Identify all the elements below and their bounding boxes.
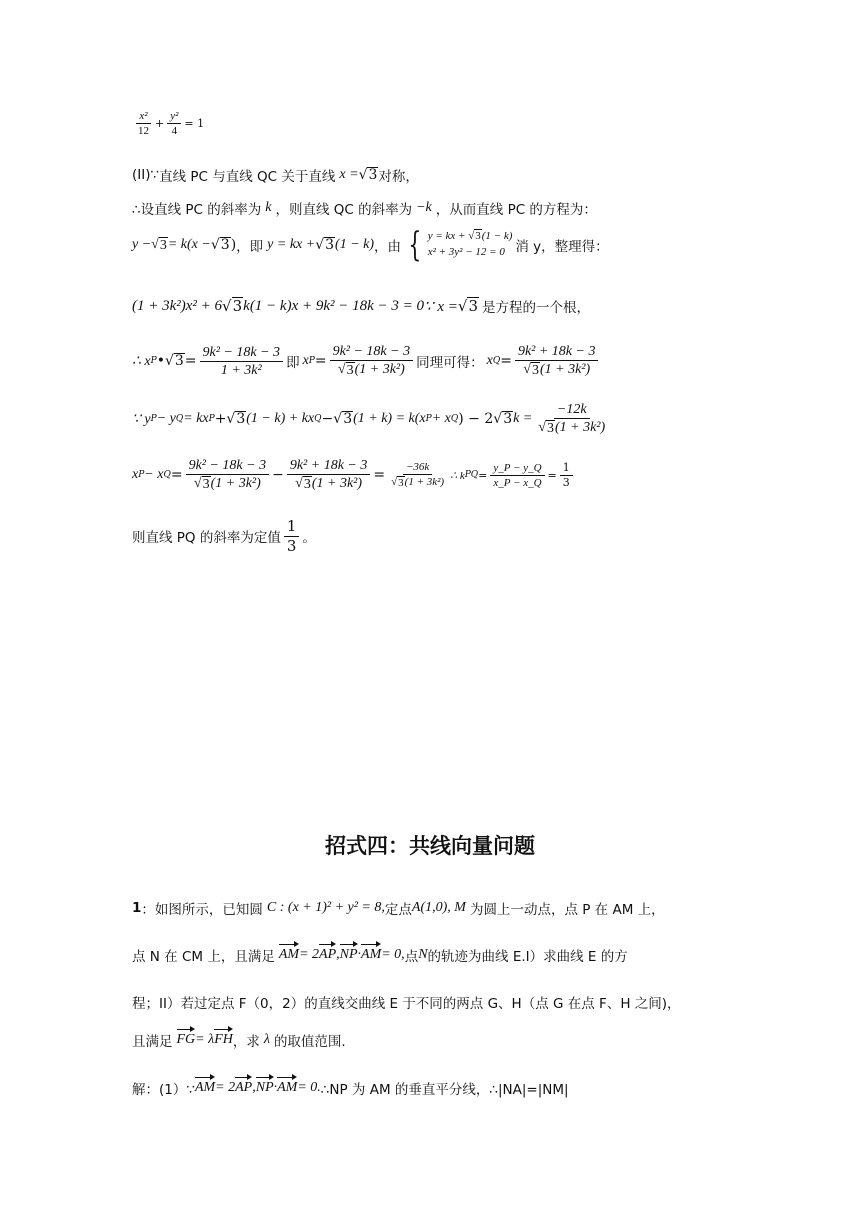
vector-ap: AP [319, 947, 337, 962]
problem-line-2: 点 N 在 CM 上，且满足 AM = 2 AP , NP · AM = 0, 点 N 的轨迹为曲线 E.I）求曲线 E 的方 [132, 947, 628, 965]
line-x-difference: x P − x Q = 9k² − 18k − 3 √ 3 (1 + 3k²) − 9k² + 18k − 3 √ 3 (1 + 3k²) = −36k √ 3 (1 + 3k²) ∴ k PQ = $\frac{y\_P - y\_Q}{x\_P - x\_Q}$ = $\frac{1}{3}$ [132, 458, 576, 493]
line-conclusion: 则直线 PQ 的斜率为定值 $\frac{1}{3}$ 。 [132, 517, 316, 555]
vector-am: AM [278, 947, 300, 962]
vector-ap: AP [235, 1080, 253, 1095]
equation-system: { y = kx + √ 3 (1 − k) x² + 3y² − 12 = 0 [408, 225, 513, 265]
vector-am: AM [194, 1080, 216, 1095]
section-title: 招式四：共线向量问题 [325, 834, 535, 858]
left-brace-icon: { [408, 225, 422, 265]
problem-line-1: 1 ：如图所示，已知圆 C : (x + 1)² + y² = 8, 定点 A(1,0), M 为圆上一动点，点 P 在 AM 上， [132, 900, 665, 918]
problem-line-4: 且满足 FG = λ FH ，求 λ 的取值范围. [132, 1032, 346, 1050]
solution-line-1: 解：(1）∵ AM = 2 AP , NP · AM = 0. ∴NP 为 AM 的垂直平分线，∴|NA|=|NM| [132, 1080, 569, 1098]
problem-line-3: 程；II）若过定点 F（0，2）的直线交曲线 E 于不同的两点 G、H（点 G 在点 F、H 之间)， [132, 996, 681, 1012]
line-slope-setup: ∴设直线 PC 的斜率为 k ，则直线 QC 的斜率为 −k ，从而直线 PC 的方程为： [132, 200, 597, 218]
ellipse-equation: $\frac{\text{x²}}{12}$ + $\frac{\text{y²}}{4}$ = 1 [132, 110, 204, 137]
line-quadratic: (1 + 3k²)x² + 6 √ 3 k(1 − k)x + 9k² − 18k − 3 = 0 ∵ x = √ 3 是方程的一个根， [132, 297, 590, 316]
fraction-x-term: $\frac{\text{x²}}{12}$ [138, 110, 149, 138]
sqrt-symbol: √ 3 [358, 166, 378, 183]
vector-fh: FH [214, 1032, 233, 1047]
line-xp: ∴ x P • √ 3 = $\frac{\text{9k² − 18k − 3}}{\text{1 + 3k²}}$ 即 x P = 9k² − 18k − 3 √ 3 (1 + 3k²) 同理可得： x Q = 9k² + 18k − 3 √ 3 (1 + 3k²) [132, 344, 601, 379]
vector-np: NP [339, 947, 358, 962]
vector-np: NP [255, 1080, 274, 1095]
line-equation-system: y − √ 3 = k(x − √ 3 ) ，即 y = kx + √ 3 (1 − k) ，由 { y = kx + √ 3 (1 − k) x² + 3y² − 12 = 0 消 y，整理得： [132, 225, 609, 265]
vector-fg: FG [176, 1032, 196, 1047]
line-y-difference: ∵ y P − y Q = kx P + √ 3 (1 − k) + kx Q − √ 3 (1 + k) = k(x P + x Q ) − 2 √ 3 k = −12k √ 3 (1 + 3k²) [132, 402, 606, 437]
vector-am: AM [277, 1080, 298, 1095]
vector-am: AM [361, 947, 382, 962]
fraction-y-term: $\frac{\text{y²}}{4}$ [167, 110, 181, 137]
line-part-ii: (II)∵ 直线 PC 与直线 QC 关于直线 x = √ 3 对称， [132, 166, 419, 185]
